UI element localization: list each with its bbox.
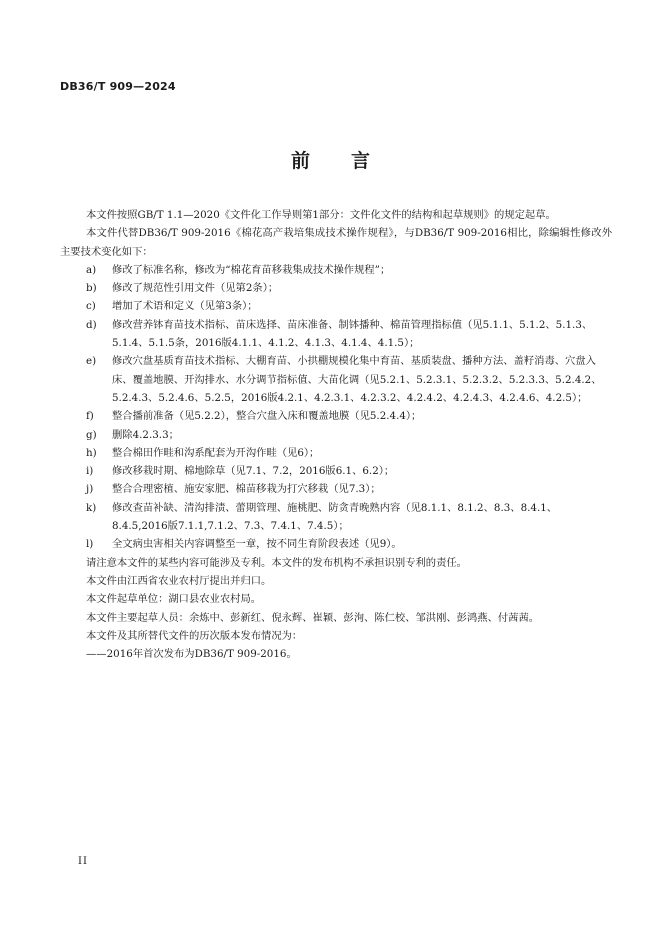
list-item-text: 删除4.2.3.3；	[112, 428, 179, 441]
list-item	[60, 316, 612, 353]
document-code: DB36/T 909—2024	[60, 80, 176, 93]
list-item-text: 整合播前准备（见5.2.2），整合穴盘入床和覆盖地膜（见5.2.4.4）；	[112, 410, 422, 423]
drafting-unit: 本文件起草单位：湖口县农业农村局。	[86, 593, 262, 606]
list-item	[60, 407, 612, 425]
version-history-intro: 本文件及其所替代文件的历次版本发布情况为：	[86, 629, 303, 642]
list-item-text: 修改了标准名称，修改为“棉花育苗移栽集成技术操作规程”；	[112, 263, 391, 276]
list-item	[60, 444, 612, 462]
list-item-label: b)	[86, 282, 97, 295]
drafters: 本文件主要起草人员：余炼中、彭新红、倪永辉、崔颖、彭洵、陈仁校、邹洪刚、彭鸿燕、付茜茜。	[86, 611, 540, 624]
list-item	[60, 297, 612, 315]
list-item-label: a)	[86, 263, 97, 276]
list-item	[60, 535, 612, 553]
list-item-text: 整合合理密植、施安家肥、棉苗移栽为打穴移栽（见7.3）；	[112, 483, 381, 496]
proposer-statement: 本文件由江西省农业农村厅提出并归口。	[86, 574, 272, 587]
list-item-label: f)	[86, 410, 94, 423]
list-item-label: e)	[86, 355, 97, 368]
list-item-label: d)	[86, 318, 97, 331]
list-item-text: 修改穴盘基质育苗技术指标、大棚育苗、小拱棚规模化集中育苗、基质装盘、播种方法、盖籽消毒、穴盘入床、覆盖地膜、开沟排水、水分调节指标值、大苗化调（见5.2.1、5.2.3.1、5.2.3.2、5.2.3.3、5.2.4.2、5.2.4.3、5.2.4.6、5.2.5，2016版4.2.1、4.2.3.1、4.2.3.2、4.2.4.2、4.2.4.3、4.2.4.6、4.2.5）；	[112, 355, 602, 404]
list-item-text: 修改营养钵育苗技术指标、苗床选择、苗床准备、制钵播种、棉苗管理指标值（见5.1.1、5.1.2、5.1.3、5.1.4、5.1.5条，2016版4.1.1、4.1.2、4.1.3、4.1.4、4.1.5）；	[112, 318, 593, 350]
list-item-label: i)	[86, 465, 94, 478]
patent-notice: 请注意本文件的某些内容可能涉及专利。本文件的发布机构不承担识别专利的责任。	[86, 556, 467, 569]
list-item-text: 修改了规范性引用文件（见第2条）；	[112, 282, 279, 295]
intro-paragraph-1: 本文件按照GB/T 1.1—2020《文件化工作导则第1部分：文件化文件的结构和起草规则》的规定起草。	[86, 209, 556, 221]
list-item-label: l)	[86, 538, 94, 551]
page-title: 前 言	[290, 150, 371, 172]
list-item-label: g)	[86, 428, 97, 441]
list-item	[60, 499, 612, 536]
list-item-label: h)	[86, 446, 97, 459]
list-item-text: 全文病虫害相关内容调整至一章，按不同生育阶段表述（见9）。	[112, 538, 402, 551]
list-item	[60, 352, 612, 407]
list-item	[60, 279, 612, 297]
changes-list	[60, 261, 612, 554]
version-history-item: ——2016年首次发布为DB36/T 909-2016。	[86, 648, 297, 661]
list-item	[60, 462, 612, 480]
list-item-text: 增加了术语和定义（见第3条）；	[112, 300, 258, 313]
page-number: II	[78, 856, 88, 867]
intro-paragraph-2: 本文件代替DB36/T 909-2016《棉花高产栽培集成技术操作规程》，与DB36/T 909-2016相比，除编辑性修改外主要技术变化如下：	[60, 227, 612, 258]
list-item-label: k)	[86, 501, 97, 514]
list-item	[60, 261, 612, 279]
list-item	[60, 480, 612, 498]
list-item-text: 整合棉田作畦和沟系配套为开沟作畦（见6）；	[112, 446, 320, 459]
list-item-label: c)	[86, 300, 96, 313]
foreword-body	[60, 206, 612, 663]
list-item	[60, 426, 612, 444]
list-item-text: 修改查苗补缺、清沟排渍、蕾期管理、施桃肥、防贪青晚熟内容（见8.1.1、8.1.2、8.3、8.4.1、8.4.5,2016版7.1.1,7.1.2、7.3、7.4.1、7.4.5）；	[112, 501, 558, 533]
list-item-text: 修改移栽时期、棉地除草（见7.1、7.2，2016版6.1、6.2）；	[112, 465, 395, 478]
list-item-label: j)	[86, 483, 94, 496]
